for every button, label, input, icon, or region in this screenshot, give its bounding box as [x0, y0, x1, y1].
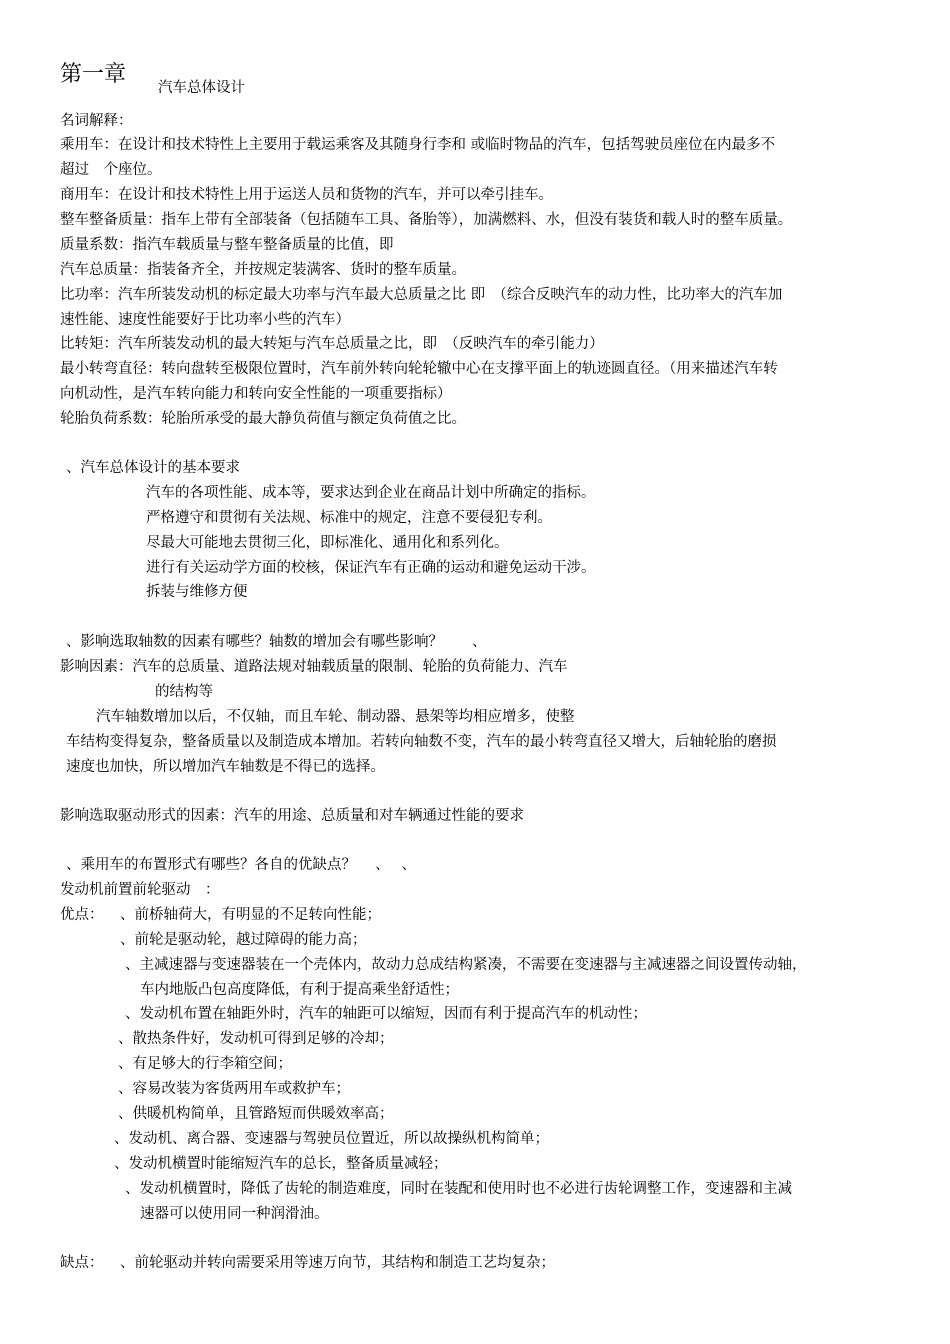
- text-line: 尽最大可能地去贯彻三化，即标准化、通用化和系列化。: [146, 535, 509, 551]
- label-pros: 优点：: [60, 907, 104, 923]
- text-line: 拆装与维修方便: [146, 584, 248, 600]
- list-item: 、前桥轴荷大，有明显的不足转向性能；: [120, 907, 381, 923]
- list-item: 、主减速器与变速器装在一个壳体内，故动力总成结构紧凑，不需要在变速器与主减速器之间设置传动轴，: [125, 957, 807, 973]
- list-item: 、前轮驱动并转向需要采用等速万向节，其结构和制造工艺均复杂；: [120, 1255, 555, 1271]
- text-line: 质量系数：指汽车载质量与整车整备质量的比值，即: [60, 237, 394, 253]
- list-item: 、供暖机构简单，且管路短而供暖效率高；: [118, 1106, 394, 1122]
- text-line: 的结构等: [155, 684, 213, 700]
- text-line: 向机动性，是汽车转向能力和转向安全性能的一项重要指标）: [60, 386, 452, 402]
- text-line: 速度也加快，所以增加汽车轴数是不得已的选择。: [66, 759, 385, 775]
- list-item: 、发动机布置在轴距外时，汽车的轴距可以缩短，因而有利于提高汽车的机动性；: [125, 1006, 647, 1022]
- text-line: 速性能、速度性能要好于比功率小些的汽车）: [60, 312, 350, 328]
- list-item: 、容易改装为客货两用车或救护车；: [118, 1081, 350, 1097]
- text-line: 严格遵守和贯彻有关法规、标准中的规定，注意不要侵犯专利。: [146, 510, 552, 526]
- text-line: 影响选取驱动形式的因素：汽车的用途、总质量和对车辆通过性能的要求: [60, 808, 524, 824]
- list-item: 速器可以使用同一种润滑油。: [140, 1206, 329, 1222]
- list-item: 、发动机横置时能缩短汽车的总长，整备质量减轻；: [114, 1156, 448, 1172]
- chapter-heading: 第一章: [60, 62, 127, 87]
- text-line: 汽车轴数增加以后，不仅轴，而且车轮、制动器、悬架等均相应增多，使整: [96, 709, 575, 725]
- text-line: 最小转弯直径：转向盘转至极限位置时，汽车前外转向轮轮辙中心在支撑平面上的轨迹圆直径。（用来描述汽车转: [60, 361, 778, 377]
- chapter-title: 汽车总体设计: [158, 80, 245, 96]
- text-line: 名词解释：: [60, 113, 133, 129]
- text-line: 乘用车：在设计和技术特性上主要用于载运乘客及其随身行李和 或临时物品的汽车，包括驾驶员座位在内最多不: [60, 137, 776, 153]
- section-heading: 、影响选取轴数的因素有哪些？轴数的增加会有哪些影响？ 、: [66, 634, 487, 650]
- text-line: 商用车：在设计和技术特性上用于运送人员和货物的汽车，并可以牵引挂车。: [60, 187, 553, 203]
- text-line: 车结构变得复杂，整备质量以及制造成本增加。若转向轴数不变，汽车的最小转弯直径又增大，后轴轮胎的磨损: [66, 734, 777, 750]
- list-item: 、有足够大的行李箱空间；: [118, 1056, 292, 1072]
- text-line: 汽车的各项性能、成本等，要求达到企业在商品计划中所确定的指标。: [146, 485, 596, 501]
- text-line: 比功率：汽车所装发动机的标定最大功率与汽车最大总质量之比 即 （综合反映汽车的动力性，比功率大的汽车加: [60, 287, 783, 303]
- text-line: 轮胎负荷系数：轮胎所承受的最大静负荷值与额定负荷值之比。: [60, 411, 466, 427]
- text-line: 影响因素：汽车的总质量、道路法规对轴载质量的限制、轮胎的负荷能力、汽车: [60, 659, 568, 675]
- list-item: 、发动机、离合器、变速器与驾驶员位置近，所以故操纵机构简单；: [114, 1131, 549, 1147]
- list-item: 、散热条件好，发动机可得到足够的冷却；: [118, 1031, 394, 1047]
- section-heading: 、汽车总体设计的基本要求: [66, 460, 240, 476]
- text-line: 整车整备质量：指车上带有全部装备（包括随车工具、备胎等），加满燃料、水，但没有装货和载人时的整车质量。: [60, 212, 793, 228]
- list-item: 车内地版凸包高度降低，有利于提高乘坐舒适性；: [140, 982, 459, 998]
- list-item: 、前轮是驱动轮，越过障碍的能力高；: [120, 932, 367, 948]
- text-line: 发动机前置前轮驱动 ：: [60, 882, 220, 898]
- label-cons: 缺点：: [60, 1255, 104, 1271]
- text-line: 比转矩：汽车所装发动机的最大转矩与汽车总质量之比，即 （反映汽车的牵引能力）: [60, 336, 604, 352]
- list-item: 、发动机横置时，降低了齿轮的制造难度，同时在装配和使用时也不必进行齿轮调整工作，变速器和主减: [125, 1181, 792, 1197]
- text-line: 进行有关运动学方面的校核，保证汽车有正确的运动和避免运动干涉。: [146, 560, 596, 576]
- section-heading: 、乘用车的布置形式有哪些？各自的优缺点？ 、 、: [66, 857, 416, 873]
- text-line: 汽车总质量：指装备齐全，并按规定装满客、货时的整车质量。: [60, 262, 466, 278]
- text-line: 超过 个座位。: [60, 162, 162, 178]
